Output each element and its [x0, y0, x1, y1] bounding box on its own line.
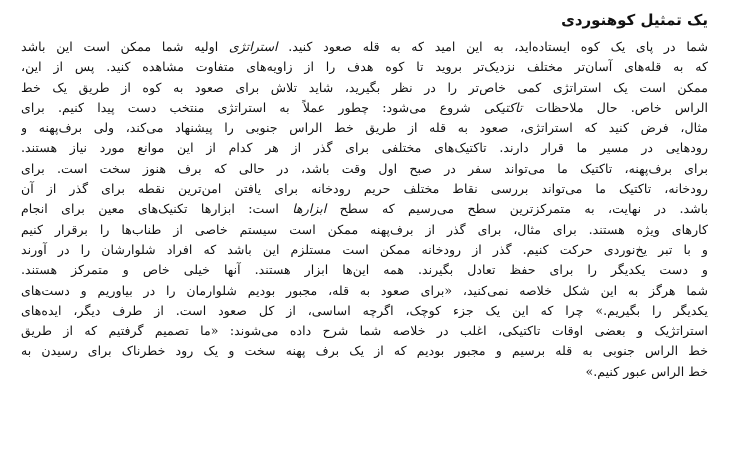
paragraph-line: [21, 240, 708, 260]
text-run: و با تبر یخ‌نوردی حرکت کنیم. گذر از رودخانه ممکن است مستلزم این باشد که افراد شلوارشان را در آورند: [21, 241, 708, 257]
text-run: شما هرگز به این شکل خلاصه نمی‌کنید، «برای صعود به قله، مجبور بودیم شلوارمان را در بیاوریم و دست‌های: [21, 282, 708, 298]
text-run: است: ابزارها تکنیک‌های معین برای انجام: [21, 201, 293, 217]
paragraph-line: [21, 260, 708, 280]
text-run: رودخانه، تاکتیک ما می‌تواند بررسی نقاط مختلف حریم رودخانه برای یافتن امن‌ترین نقطه برای گذر از آن: [21, 181, 708, 197]
text-run: ممکن است یک استراتژی کمی خاص‌تر را در نظر بگیرید، شاید تلاش برای صعود به کوه از طریق یک خط: [21, 79, 708, 95]
paragraph-line: [21, 362, 708, 382]
text-run: مثال، فرض کنید که استراتژی، صعود به قله از طریق خط الراس جنوبی را پیشنهاد می‌کند، ولی برف‌پهنه و: [21, 120, 708, 136]
text-run: استراتژیک و بعضی اوقات تاکتیکی، اغلب در خلاصه شما شرح داده می‌شوند: «ما تصمیم گرفتیم که از طریق: [21, 323, 708, 339]
paragraph-line: [21, 159, 708, 179]
paragraph-line: [21, 220, 708, 240]
italic-term: استراتژی: [228, 39, 278, 54]
paragraph-line: [21, 281, 708, 301]
text-run: شما در پای یک کوه ایستاده‌اید، به این امید که به قله صعود کنید.: [277, 39, 708, 54]
paragraph-line: [21, 321, 708, 341]
text-run: که به قله‌های آسان‌تر مختلف نزدیک‌تر بروید تا کوه هدف را از زاویه‌های متفاوت مشاهده کنید. پس از این،: [21, 59, 708, 75]
text-run: خط الراس عبور کنیم.»: [585, 363, 708, 379]
text-run: الراس خاص. حال ملاحظات: [522, 99, 708, 115]
paragraph-line: [21, 118, 708, 138]
text-run: برای برف‌پهنه، تاکتیک ما می‌تواند سفر در صبح اول وقت باشد، در حالی که برف هنوز سخت است. برای: [21, 160, 708, 176]
text-run: اولیه شما ممکن است این باشد: [21, 39, 229, 54]
paragraph-line: [21, 138, 708, 158]
paragraph-line: [21, 341, 708, 361]
paragraph-line: [21, 301, 708, 321]
italic-term: تاکتیکی: [483, 99, 523, 115]
text-run: خط الراس جنوبی به قله برسیم و مجبور بودیم که از یک برف پهنه سخت و یک رود خطرناک برای رسیدن به: [21, 343, 708, 359]
text-run: و دست یکدیگر را برای حفظ تعادل بگیرند. همه این‌ها ابزار هستند. آنها خیلی خاص و متمرکز هستند.: [21, 262, 708, 278]
text-run: یکدیگر را بگیریم.» چرا که این یک جزء کوچک، اگرچه اساسی، از کل صعود است. از طرف دیگر، ایده‌های: [21, 302, 708, 318]
paragraph-line: [21, 199, 708, 219]
paragraph-line: [21, 78, 708, 98]
text-run: شروع می‌شود: چطور عملاً به استراتژی منتخب دست پیدا کنیم. برای: [21, 99, 484, 115]
text-run: باشد. در نهایت، به متمرکزترین سطح می‌رسیم که سطح: [326, 201, 708, 217]
paragraph-line: [21, 179, 708, 199]
section-heading: یک تمثیل کوهنوردی: [561, 11, 708, 29]
text-run: رودهایی در مسیر ما قرار دارند. تاکتیک‌های مختلفی برای گذر از هر کدام از این موانع مورد نیاز هستند.: [21, 140, 708, 156]
paragraph-line: [21, 98, 708, 118]
text-run: کارهای ویژه هستند. برای مثال، برای گذر از برف‌پهنه ممکن است سیستم خاصی از طناب‌ها را برقرار کنیم: [21, 221, 708, 237]
italic-term: ابزارها: [292, 201, 327, 217]
paragraph-line: [21, 57, 708, 77]
paragraph-body: [21, 37, 708, 382]
paragraph-line: [21, 37, 708, 57]
